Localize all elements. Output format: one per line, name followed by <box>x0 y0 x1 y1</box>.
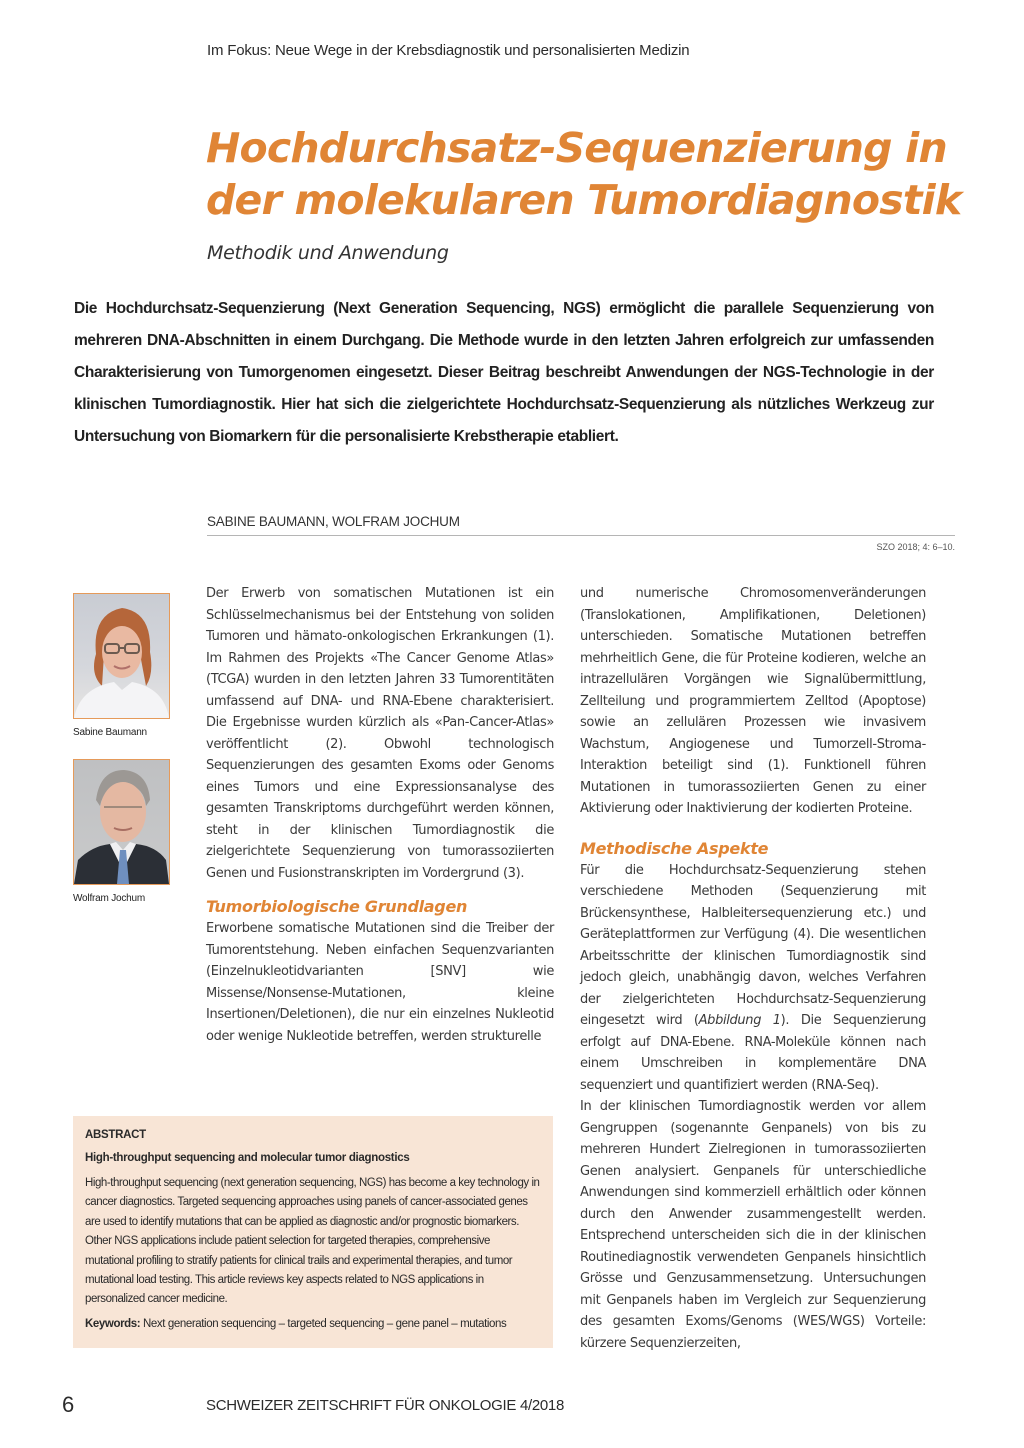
paragraph-text: ). Die Sequenzierung erfolgt auf DNA-Ebene. RNA-Moleküle können nach einem Umschreiben in komplementäre DNA sequenziert und quantifiziert werden (RNA-Seq). <box>580 1013 926 1093</box>
author-line: SABINE BAUMANN, WOLFRAM JOCHUM <box>207 514 460 529</box>
body-paragraph: und numerische Chromosomenveränderungen (Translokationen, Amplifikationen, Deletionen) unterschieden. Somatische Mutationen betreffen mehrheitlich Gene, die für Proteine kodieren, welche an intrazellulären Vorgängen wie Signalübermittlung, Zellteilung und programmiertem Zelltod (Apoptose) sowie an zellulären Prozessen wie invasivem Wachstum, Angiogenese und Tumorzell-Stroma-Interaktion beteiligt sind (1). Funktionell führen Mutationen in tumorassoziierten Genen zu einer Aktivierung oder Inaktivierung der kodierten Proteine. <box>580 586 926 816</box>
keywords-list: Next generation sequencing – targeted sequencing – gene panel – mutations <box>140 1317 507 1330</box>
intro-paragraph: Der Erwerb von somatischen Mutationen ist ein Schlüsselmechanismus bei der Entstehung von soliden Tumoren und hämato-onkologischen Erkrankungen (1). Im Rahmen des Projekts «The Cancer Genome Atlas» (TCGA) wurden in den letzten Jahren 33 Tumorentitäten umfassend auf DNA- und RNA-Ebene charakterisiert. Die Ergebnisse wurden kürzlich als «Pan-Cancer-Atlas» veröffentlicht (2). Obwohl technologisch Sequenzierungen des gesamten Exoms oder Genoms eines Tumors und eine Expressionsanalyse des gesamten Transkriptoms durchgeführt werden können, steht in der klinischen Tumordiagnostik die zielgerichtete Sequenzierung von tumorassoziierten Genen und Fusionstranskripten im Vordergrund (3). <box>206 586 554 881</box>
author-photo-baumann <box>73 593 170 719</box>
body-column-right <box>580 583 926 1354</box>
keywords-label: Keywords: <box>85 1317 141 1330</box>
abstract-title: High-throughput sequencing and molecular tumor diagnostics <box>85 1152 410 1164</box>
photo-caption: Wolfram Jochum <box>73 893 146 904</box>
lead-paragraph: Die Hochdurchsatz-Sequenzierung (Next Generation Sequencing, NGS) ermöglicht die parallele Sequenzierung von mehreren DNA-Abschnitten in einem Durchgang. Die Methode wurde in den letzten Jahren erfolgreich zur umfassenden Charakterisierung von Tumorgenomen eingesetzt. Dieser Beitrag beschreibt Anwendungen der NGS-Technologie in der klinischen Tumordiagnostik. Hier hat sich die zielgerichtete Hochdurchsatz-Sequenzierung als nützliches Werkzeug zur Untersuchung von Biomarkern für die personalisierte Krebstherapie etabliert. <box>74 300 934 445</box>
citation: SZO 2018; 4: 6–10. <box>876 542 955 552</box>
abstract-text: High-throughput sequencing (next generation sequencing, NGS) has become a key technology in cancer diagnostics. Targeted sequencing approaches using panels of cancer-associated genes are used to identify mutations that can be applied as diagnostic and/or prognostic biomarkers. Other NGS applications include patient selection for targeted therapies, comprehensive mutational profiling to stratify patients for clinical trails and experimental therapies, and tumor mutational load testing. This article reviews key aspects related to NGS applications in personalized cancer medicine. <box>85 1177 540 1306</box>
abstract-box <box>73 1116 553 1348</box>
portrait-photo-icon <box>74 594 169 718</box>
abstract-label: ABSTRACT <box>85 1129 146 1141</box>
article-subtitle: Methodik und Anwendung <box>207 242 449 264</box>
body-paragraph: Erworbene somatische Mutationen sind die Treiber der Tumorentstehung. Neben einfachen Sequenzvarianten (Einzelnukleotidvarianten [SNV] wie Missense/Nonsense-Mutationen, kleine Insertionen/Deletionen), die nur ein einzelnes Nukleotid oder wenige Nukleotide betreffen, werden strukturelle <box>206 921 554 1044</box>
photo-caption: Sabine Baumann <box>73 727 147 738</box>
paragraph-text: Für die Hochdurchsatz-Sequenzierung stehen verschiedene Methoden (Sequenzierung mit Brückensynthese, Halbleitersequenzierung etc.) und Geräteplattformen zur Verfügung (4). Die wesentlichen Arbeitsschritte der klinischen Tumordiagnostik sind jedoch gleich, unabhängig davon, welches Verfahren der zielgerichteten Hochdurchsatz-Sequenzierung eingesetzt wird ( <box>580 862 926 1028</box>
body-paragraph: In der klinischen Tumordiagnostik werden vor allem Gengruppen (sogenannte Genpanels) von bis zu mehreren Hundert Zielregionen in tumorassoziierten Genen analysiert. Genpanels für unterschiedliche Anwendungen sind kommerziell erhältlich oder können durch den Anwender zusammengestellt werden. Entsprechend unterscheiden sich die in der klinischen Routinediagnostik verwendeten Genpanels hinsichtlich Grösse und Genzusammensetzung. Untersuchungen mit Genpanels haben im Vergleich zur Sequenzierung des gesamten Exoms/Genoms (WES/WGS) Vorteile: kürzere Sequenzierzeiten, <box>580 1099 926 1351</box>
author-photo-jochum <box>73 759 170 885</box>
running-head: Im Fokus: Neue Wege in der Krebsdiagnostik und personalisierten Medizin <box>207 42 690 59</box>
body-column-middle <box>206 583 554 1047</box>
section-heading-methodik: Methodische Aspekte <box>580 838 769 858</box>
author-rule <box>207 535 955 536</box>
journal-footer: SCHWEIZER ZEITSCHRIFT FÜR ONKOLOGIE 4/2018 <box>206 1397 565 1414</box>
body-paragraph <box>580 860 926 1097</box>
section-heading-tumorbiologie: Tumorbiologische Grundlagen <box>206 897 468 916</box>
portrait-photo-icon <box>74 760 169 884</box>
figure-reference[interactable]: Abbildung 1 <box>698 1013 781 1028</box>
article-title: Hochdurchsatz-Sequenzierung in der molekularen Tumordiagnostik <box>206 124 962 224</box>
abstract-keywords <box>85 1318 541 1330</box>
page-number: 6 <box>62 1392 75 1417</box>
